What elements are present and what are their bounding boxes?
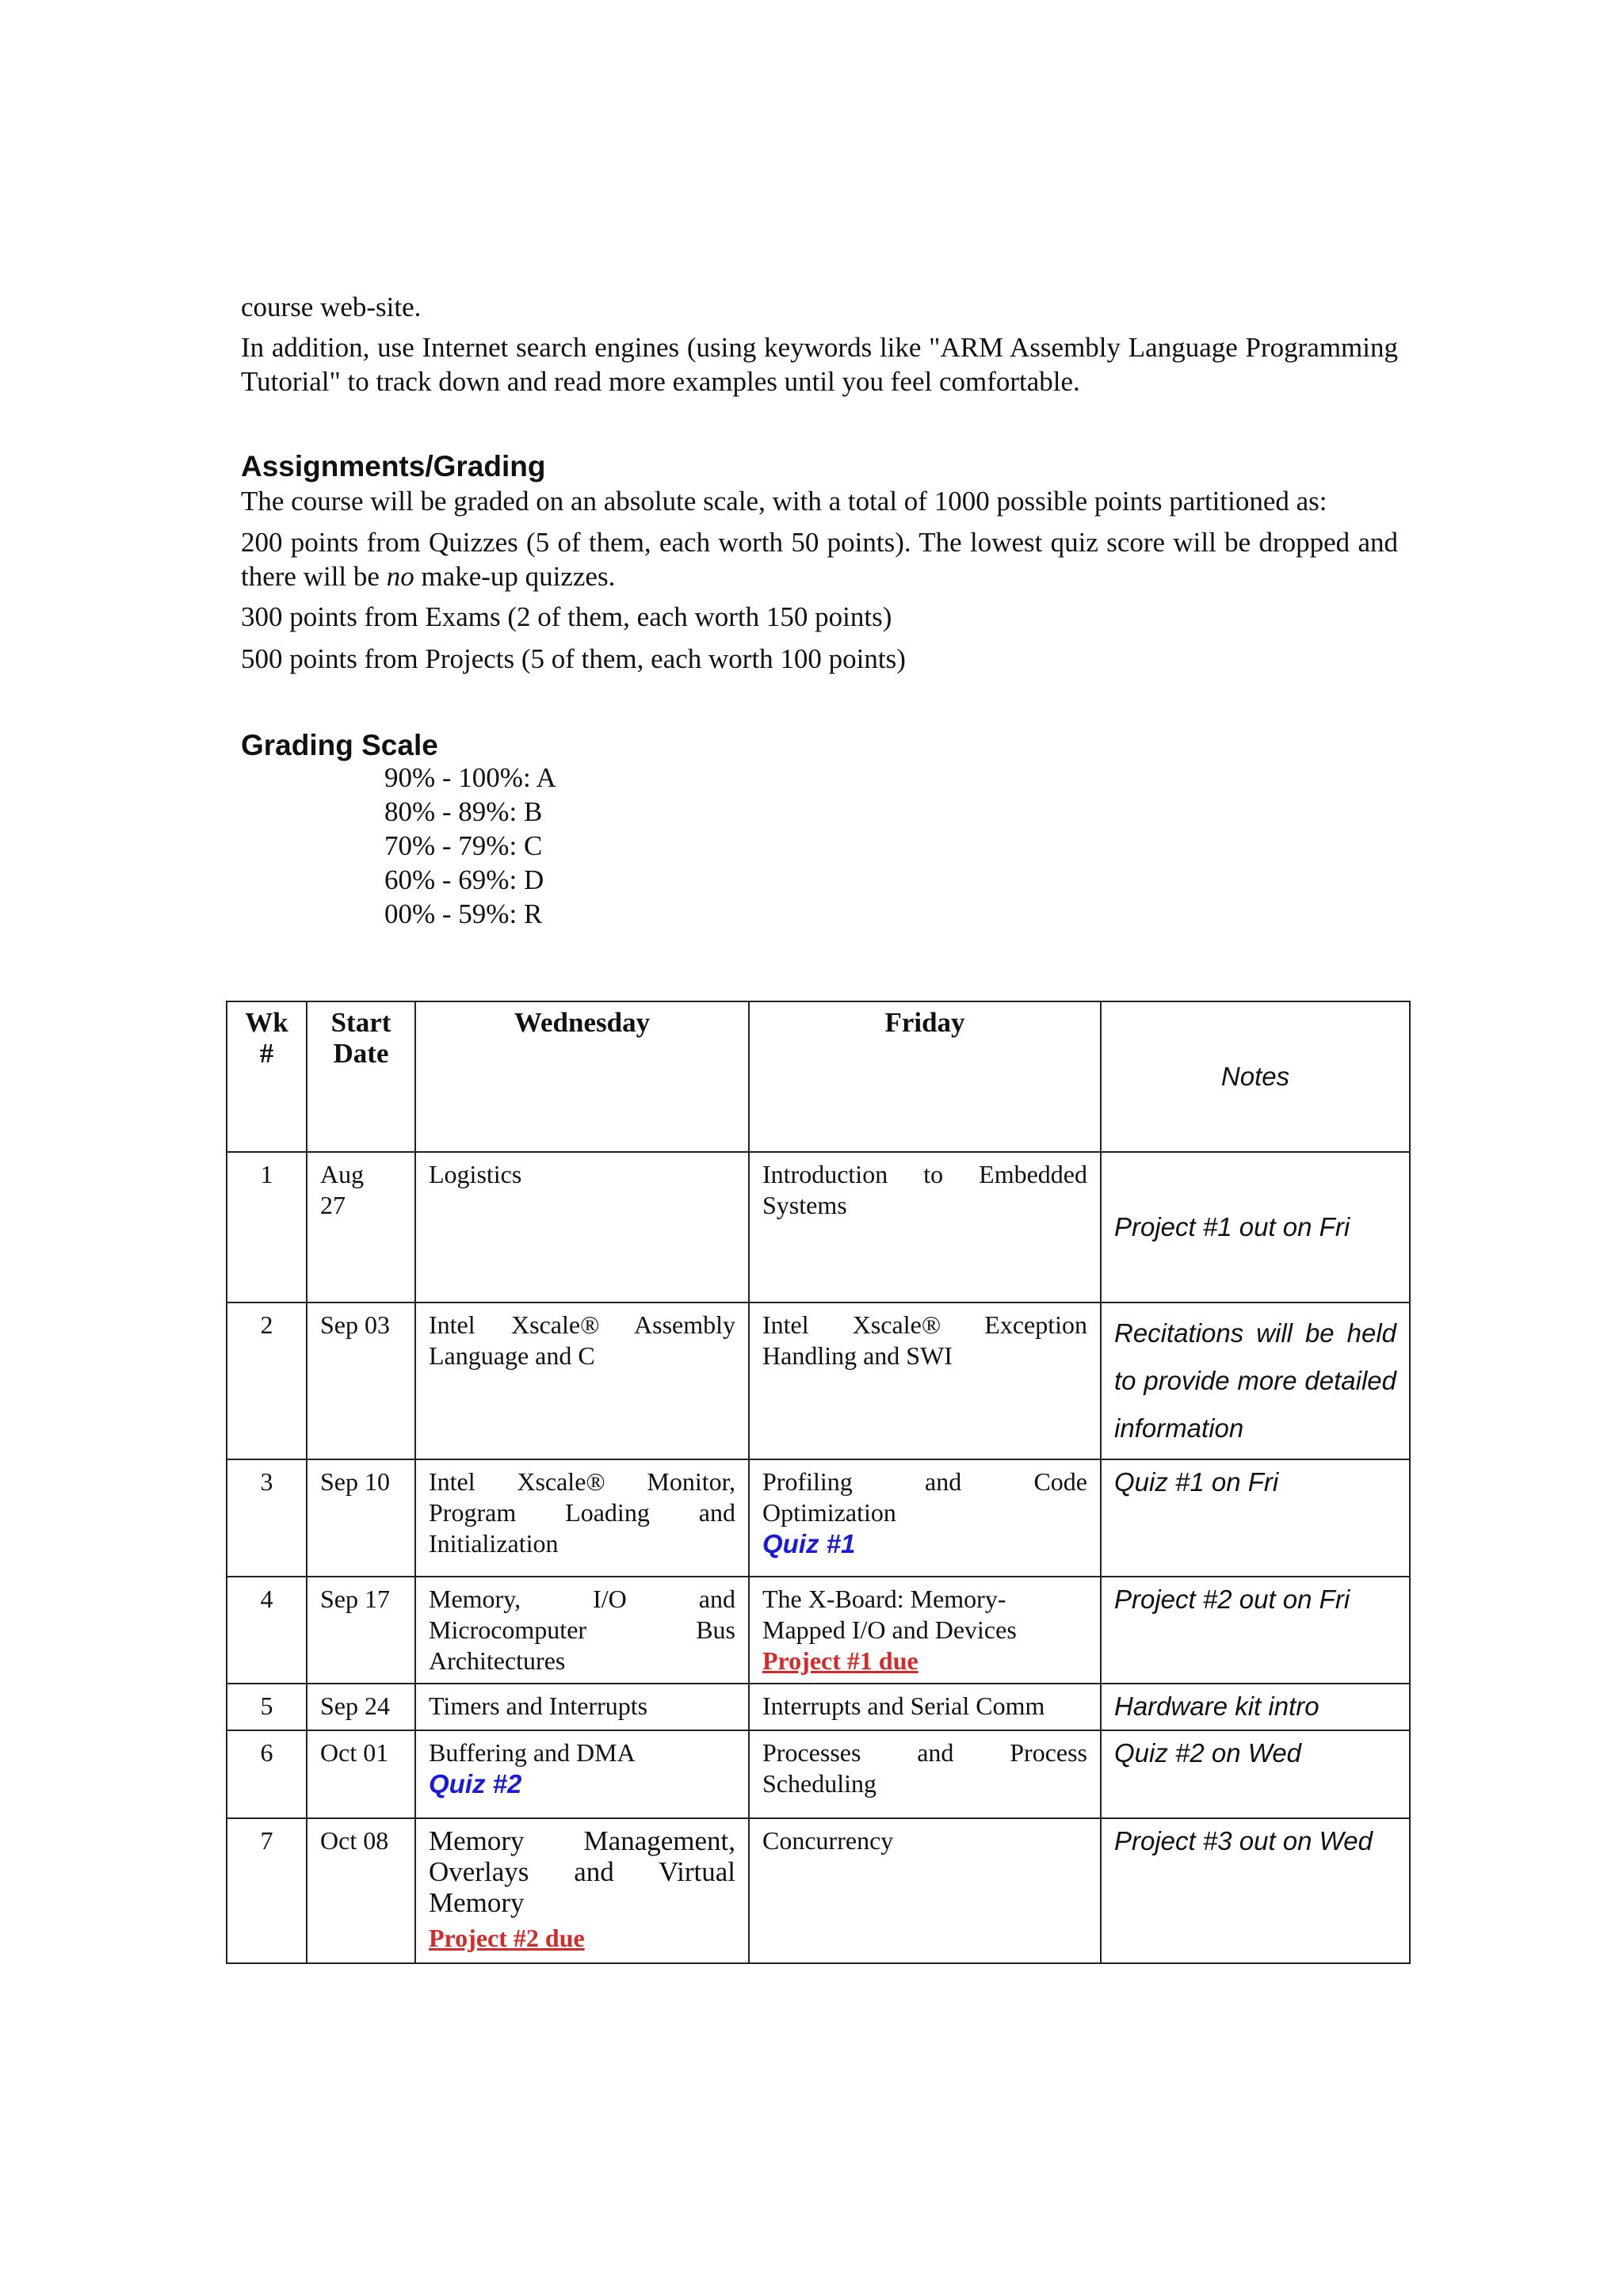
table-header-row — [227, 1001, 1410, 1152]
due-marker: Project #2 due — [429, 1924, 585, 1952]
cell-wednesday — [415, 1730, 749, 1818]
grading-scale-list — [384, 761, 556, 931]
cell-date: Sep 03 — [307, 1302, 415, 1459]
cell-wednesday-text: Memory Management, Overlays and Virtual Memory — [429, 1825, 735, 1918]
note-text: Quiz #1 on Fri — [1114, 1467, 1279, 1497]
quiz-points-a: 200 points from Quizzes (5 of them, each worth 50 points). The lowest quiz score will be dropped and there will be — [241, 527, 1398, 592]
header-week-line2: # — [259, 1038, 274, 1069]
header-start-date — [307, 1001, 415, 1152]
cell-wednesday: Intel Xscale® Assembly Language and C — [415, 1302, 749, 1459]
cell-week: 1 — [227, 1152, 307, 1302]
cell-week: 7 — [227, 1818, 307, 1963]
cell-date — [307, 1152, 415, 1302]
intro-paragraph: In addition, use Internet search engines (using keywords like "ARM Assembly Language Programming Tutorial" to track down and read more examples until you feel comfortable. — [241, 332, 1398, 397]
cell-week: 4 — [227, 1577, 307, 1684]
table-row — [227, 1730, 1410, 1818]
header-notes — [1101, 1001, 1410, 1152]
table-row — [227, 1302, 1410, 1459]
cell-wednesday — [415, 1818, 749, 1963]
cell-date-day: 27 — [320, 1191, 346, 1219]
cell-wednesday-text: Buffering and DMA — [429, 1738, 636, 1767]
cell-friday: Intel Xscale® Exception Handling and SWI — [749, 1302, 1101, 1459]
cell-date: Sep 17 — [307, 1577, 415, 1684]
scale-item: 80% - 89%: B — [384, 796, 543, 827]
note-text: Hardware kit intro — [1114, 1691, 1319, 1721]
header-friday: Friday — [749, 1001, 1101, 1152]
cell-wednesday: Logistics — [415, 1152, 749, 1302]
cell-notes — [1101, 1818, 1410, 1963]
table-row — [227, 1577, 1410, 1684]
header-start-line1: Start — [330, 1007, 391, 1038]
cell-notes — [1101, 1152, 1410, 1302]
assignments-heading: Assignments/Grading — [241, 450, 546, 482]
grading-scale-heading: Grading Scale — [241, 729, 438, 761]
due-marker: Project #1 due — [762, 1646, 918, 1675]
cell-notes — [1101, 1684, 1410, 1730]
note-text: Quiz #2 on Wed — [1114, 1738, 1302, 1768]
schedule-table — [226, 1001, 1411, 1964]
cell-friday — [749, 1577, 1101, 1684]
cell-notes — [1101, 1459, 1410, 1577]
cell-wednesday: Memory, I/O and Microcomputer Bus Architectures — [415, 1577, 749, 1684]
cell-friday: Processes and Process Scheduling — [749, 1730, 1101, 1818]
cell-wednesday: Intel Xscale® Monitor, Program Loading and Initialization — [415, 1459, 749, 1577]
cell-friday-text: The X-Board: Memory-Mapped I/O and Devices — [762, 1585, 1017, 1644]
header-start-line2: Date — [333, 1038, 389, 1069]
cell-week: 2 — [227, 1302, 307, 1459]
cell-week: 5 — [227, 1684, 307, 1730]
note-text: Project #1 out on Fri — [1114, 1212, 1350, 1241]
scale-item: 70% - 79%: C — [384, 830, 543, 861]
quiz-marker: Quiz #2 — [429, 1769, 522, 1798]
quiz-points-b: make-up quizzes. — [414, 561, 616, 592]
cell-week: 3 — [227, 1459, 307, 1577]
table-row — [227, 1684, 1410, 1730]
cell-friday — [749, 1459, 1101, 1577]
intro-line: course web-site. — [241, 292, 422, 322]
cell-notes — [1101, 1577, 1410, 1684]
cell-date: Sep 10 — [307, 1459, 415, 1577]
scale-item: 00% - 59%: R — [384, 898, 543, 929]
cell-friday: Concurrency — [749, 1818, 1101, 1963]
cell-friday: Introduction to Embedded Systems — [749, 1152, 1101, 1302]
scale-item: 90% - 100%: A — [384, 762, 556, 793]
header-week-line1: Wk — [245, 1007, 288, 1038]
header-wednesday: Wednesday — [415, 1001, 749, 1152]
cell-friday-text: Profiling and Code Optimization — [762, 1467, 1087, 1527]
cell-date: Sep 24 — [307, 1684, 415, 1730]
cell-notes — [1101, 1730, 1410, 1818]
header-notes-label: Notes — [1220, 1061, 1290, 1091]
cell-notes: Recitations will be held to provide more detailed information — [1101, 1302, 1410, 1459]
cell-week: 6 — [227, 1730, 307, 1818]
project-points: 500 points from Projects (5 of them, each worth 100 points) — [241, 643, 906, 674]
cell-friday: Interrupts and Serial Comm — [749, 1684, 1101, 1730]
cell-date: Oct 08 — [307, 1818, 415, 1963]
quiz-marker: Quiz #1 — [762, 1529, 856, 1558]
quiz-points — [241, 525, 1398, 593]
scale-item: 60% - 69%: D — [384, 864, 544, 895]
table-row — [227, 1818, 1410, 1963]
note-text: Project #2 out on Fri — [1114, 1585, 1350, 1614]
header-week — [227, 1001, 307, 1152]
cell-date: Oct 01 — [307, 1730, 415, 1818]
cell-wednesday: Timers and Interrupts — [415, 1684, 749, 1730]
table-row — [227, 1152, 1410, 1302]
note-text: Project #3 out on Wed — [1114, 1826, 1373, 1855]
grading-intro: The course will be graded on an absolute scale, with a total of 1000 possible points partitioned as: — [241, 486, 1327, 517]
table-row — [227, 1459, 1410, 1577]
cell-date-month: Aug — [320, 1160, 365, 1188]
quiz-points-emphasis: no — [386, 561, 414, 592]
exam-points: 300 points from Exams (2 of them, each worth 150 points) — [241, 601, 892, 632]
